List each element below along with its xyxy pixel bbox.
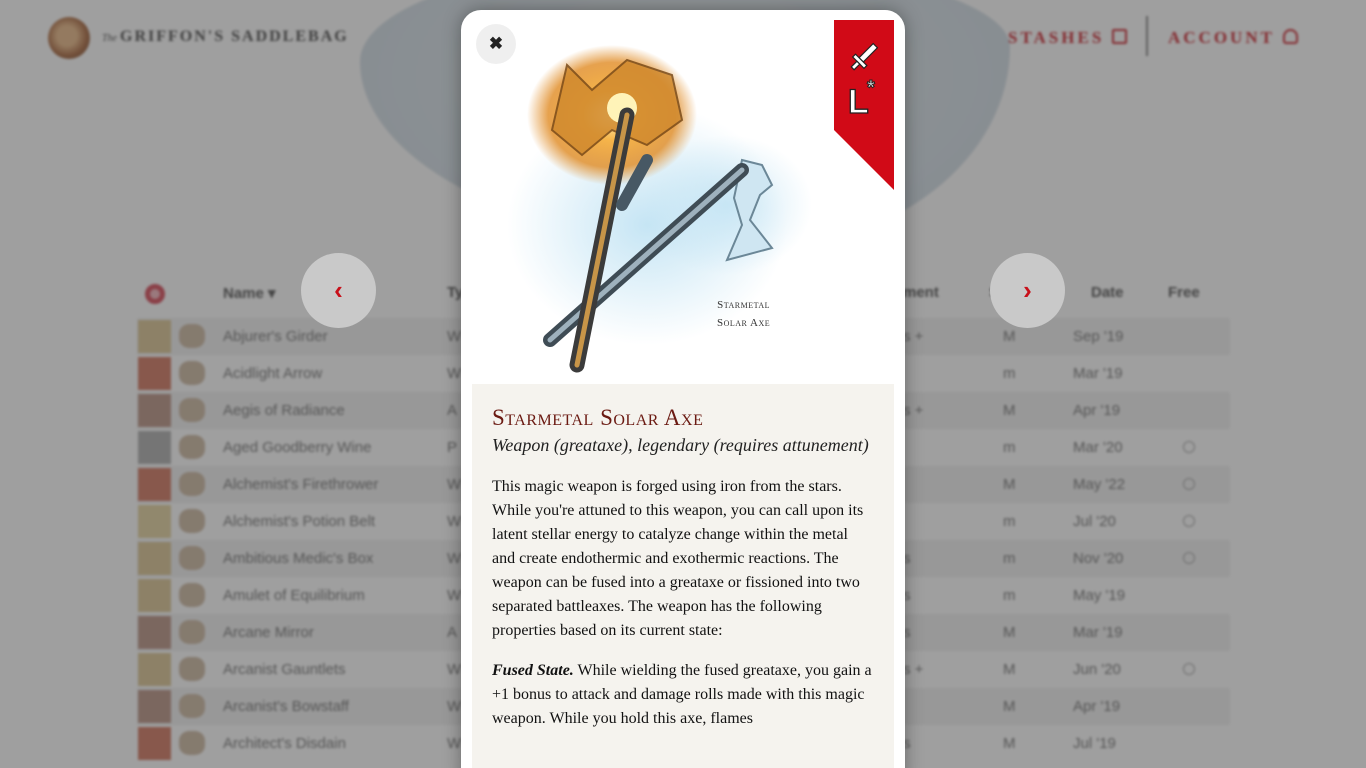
item-detail-modal (461, 10, 905, 768)
art-caption: Starmetal Solar Axe (717, 299, 771, 329)
item-description-panel (472, 384, 894, 768)
starmetal-solar-axe-illustration (472, 20, 894, 400)
chevron-left-icon: ‹ (334, 275, 343, 305)
item-description: This magic weapon is forged using iron from the stars. While you're attuned to this weapon, you can call upon its latent stellar energy to catalyze change within the metal and create endothermic and exothermic reactions. The weapon can be fused into a greataxe or fissioned into two separated battleaxes. The weapon has the following properties based on its current state: (492, 478, 864, 639)
fused-state-paragraph (492, 659, 874, 731)
rarity-letter: L (848, 83, 869, 121)
fused-state-text: While wielding the fused greataxe, you gain a +1 bonus to attack and damage rolls made with this magic weapon. While you hold this axe, flames (492, 662, 872, 727)
chevron-right-icon: › (1023, 275, 1032, 305)
legendary-weapon-banner (834, 20, 894, 190)
fused-state-heading: Fused State. (492, 662, 574, 679)
attunement-mark: * (867, 77, 875, 99)
previous-item-button[interactable] (301, 253, 376, 328)
item-artwork (472, 20, 894, 400)
item-title: Starmetal Solar Axe (492, 405, 704, 430)
next-item-button[interactable] (990, 253, 1065, 328)
close-icon: ✖ (488, 34, 504, 53)
close-button[interactable] (476, 24, 516, 64)
item-subtitle: Weapon (greataxe), legendary (requires attunement) (492, 435, 869, 455)
